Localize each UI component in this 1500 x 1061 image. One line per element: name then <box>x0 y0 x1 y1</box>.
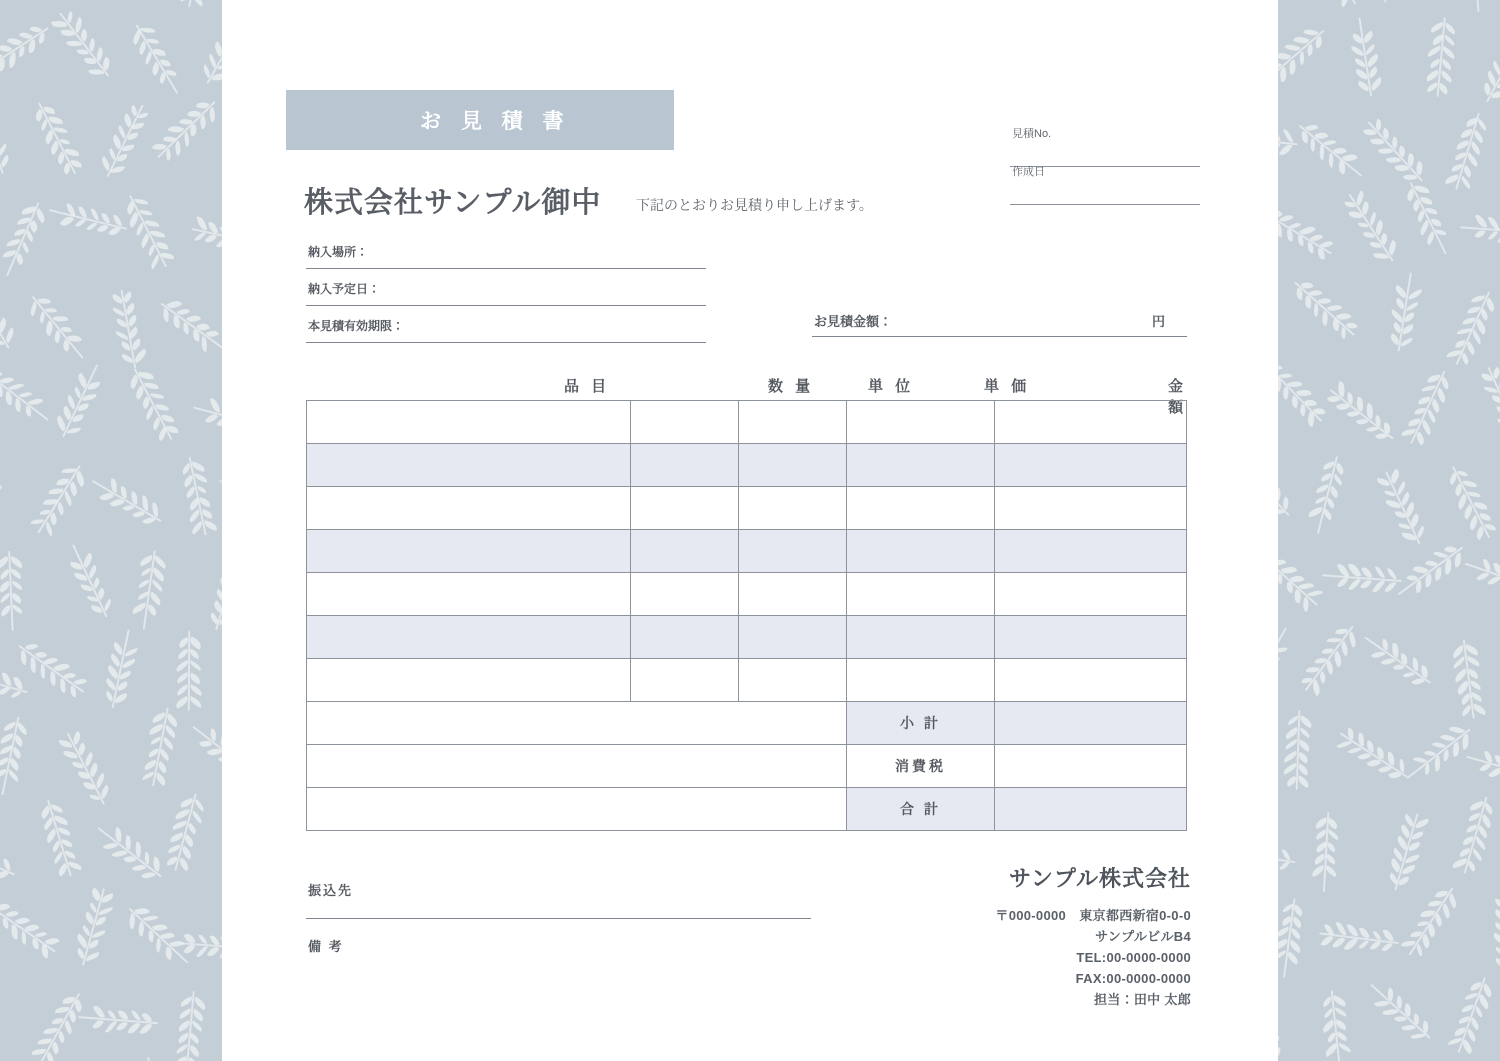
total-row <box>307 788 1187 831</box>
leaf-sprig-decoration <box>1447 110 1486 195</box>
cell-item[interactable] <box>307 487 631 530</box>
cell-unit-price[interactable] <box>847 444 995 487</box>
leaf-sprig-decoration <box>1377 464 1427 547</box>
leaf-sprig-decoration <box>1278 25 1329 92</box>
leaf-sprig-decoration <box>130 21 187 101</box>
leaf-sprig-decoration <box>1446 463 1499 545</box>
document-title-band <box>286 90 674 150</box>
leaf-sprig-decoration <box>136 549 164 634</box>
subtotal-value[interactable] <box>995 702 1187 745</box>
leaf-sprig-decoration <box>58 726 111 808</box>
issue-date-input[interactable] <box>1010 186 1200 205</box>
leaf-sprig-decoration <box>1309 454 1345 539</box>
quote-validity-input[interactable] <box>306 314 706 343</box>
cell-qty[interactable] <box>631 401 739 444</box>
subtotal-label: 小 計 <box>847 702 995 745</box>
leaf-sprig-decoration <box>26 291 91 366</box>
leaf-sprig-decoration <box>0 271 15 352</box>
leaf-sprig-decoration <box>1317 567 1402 589</box>
table-row[interactable] <box>307 573 1187 616</box>
tax-row <box>307 745 1187 788</box>
leaf-sprig-decoration <box>0 899 63 960</box>
quote-validity-value <box>306 316 436 330</box>
leaf-sprig-decoration <box>180 0 213 13</box>
leaf-sprig-decoration <box>104 624 137 709</box>
cell-unit[interactable] <box>739 444 847 487</box>
leaf-sprig-decoration <box>1429 16 1453 101</box>
leaf-sprig-decoration <box>85 472 166 528</box>
company-tel: TEL:00-0000-0000 <box>1076 950 1191 965</box>
leaf-sprig-decoration <box>88 0 160 2</box>
table-row[interactable] <box>307 401 1187 444</box>
quote-validity-label: 本見積有効期限： <box>308 319 405 333</box>
leaf-sprig-decoration <box>1401 884 1460 963</box>
leaf-sprig-decoration <box>200 6 222 87</box>
table-row[interactable] <box>307 616 1187 659</box>
quote-amount-label: お見積金額： <box>814 314 893 329</box>
leaf-sprig-decoration <box>1388 808 1427 893</box>
table-column-headers <box>306 375 1188 416</box>
leaf-sprig-decoration <box>40 798 79 883</box>
leaf-sprig-decoration <box>1402 368 1452 451</box>
leaf-sprig-decoration <box>166 791 203 876</box>
leaf-sprig-decoration <box>0 460 5 543</box>
leaf-sprig-decoration <box>1278 620 1295 701</box>
delivery-date-input[interactable] <box>306 277 706 306</box>
subtotal-row <box>307 702 1187 745</box>
leaf-sprig-decoration <box>1297 621 1360 698</box>
cell-qty[interactable] <box>631 573 739 616</box>
leaf-sprig-decoration <box>32 990 87 1061</box>
delivery-place-value <box>306 242 416 256</box>
leaf-sprig-decoration <box>1403 179 1455 261</box>
table-row[interactable] <box>307 487 1187 530</box>
leaf-sprig-decoration <box>1 551 21 636</box>
leaf-sprig-decoration <box>157 297 222 359</box>
leaf-sprig-decoration <box>185 718 222 782</box>
leaf-sprig-decoration <box>52 5 116 81</box>
tax-label: 消費税 <box>847 745 995 788</box>
page-title: お 見 積 書 <box>420 110 571 133</box>
quote-amount-value <box>812 309 942 324</box>
company-contact-person: 担当：田中 太郎 <box>1093 992 1191 1007</box>
remarks-label: 備 考 <box>308 939 344 954</box>
tax-value[interactable] <box>995 745 1187 788</box>
cell-amount[interactable] <box>995 401 1187 444</box>
quote-amount-unit: 円 <box>1152 314 1166 329</box>
total-label: 合 計 <box>847 788 995 831</box>
leaf-sprig-decoration <box>1447 288 1496 371</box>
cell-amount[interactable] <box>995 530 1187 573</box>
leaf-sprig-decoration <box>1316 811 1337 896</box>
leaf-sprig-decoration <box>1460 748 1500 786</box>
leaf-sprig-decoration <box>1315 925 1400 951</box>
leaf-sprig-decoration <box>1450 975 1493 1060</box>
bank-transfer-input[interactable] <box>306 918 811 919</box>
cell-item[interactable] <box>307 530 631 573</box>
leaf-sprig-decoration <box>32 99 85 181</box>
cell-unit-price[interactable] <box>847 659 995 702</box>
header-item: 品 目 <box>564 378 611 395</box>
leaf-sprig-decoration <box>56 358 106 441</box>
quote-no-value <box>1010 150 1080 164</box>
cell-item[interactable] <box>307 444 631 487</box>
cell-qty[interactable] <box>631 444 739 487</box>
cell-unit-price[interactable] <box>847 487 995 530</box>
delivery-place-label: 納入場所： <box>308 245 369 259</box>
header-unit: 単 位 <box>868 378 915 395</box>
remarks-value[interactable] <box>308 960 808 1020</box>
delivery-date-value <box>306 279 416 293</box>
leaf-sprig-decoration <box>90 819 166 883</box>
subtotal-spacer <box>307 702 847 745</box>
leaf-sprig-decoration <box>75 882 113 967</box>
cell-amount[interactable] <box>995 616 1187 659</box>
leaf-sprig-decoration <box>43 201 128 236</box>
cell-unit-price[interactable] <box>847 616 995 659</box>
leaf-sprig-decoration <box>1278 842 1297 870</box>
cell-unit[interactable] <box>739 530 847 573</box>
leaf-sprig-decoration <box>1278 205 1339 262</box>
leaf-sprig-decoration <box>113 284 143 370</box>
leaf-sprig-decoration <box>1458 554 1500 597</box>
cell-qty[interactable] <box>631 659 739 702</box>
leaf-sprig-decoration <box>1310 0 1365 12</box>
total-spacer <box>307 788 847 831</box>
quote-amount-input[interactable] <box>812 308 1187 337</box>
leaf-sprig-decoration <box>127 365 180 447</box>
leaf-sprig-decoration <box>0 21 52 80</box>
leaf-sprig-decoration <box>73 1009 158 1031</box>
decorative-panel-left <box>0 0 222 1061</box>
leaf-sprig-decoration <box>1294 119 1369 184</box>
document-sheet <box>222 0 1278 1061</box>
leaf-sprig-decoration <box>149 96 220 166</box>
leaf-sprig-decoration <box>187 398 222 435</box>
cell-item[interactable] <box>307 401 631 444</box>
header-amount: 金 額 <box>1168 378 1188 416</box>
leaf-sprig-decoration <box>186 220 222 253</box>
table-row[interactable] <box>307 444 1187 487</box>
leaf-sprig-decoration <box>1466 0 1487 16</box>
leaf-sprig-decoration <box>0 834 17 882</box>
header-unit-price: 単 価 <box>984 378 1031 395</box>
cell-unit[interactable] <box>739 401 847 444</box>
leaf-sprig-decoration <box>1356 628 1434 689</box>
tax-spacer <box>307 745 847 788</box>
cell-unit-price[interactable] <box>847 573 995 616</box>
leaf-sprig-decoration <box>1290 276 1363 344</box>
lead-text: 下記のとおりお見積り申し上げます。 <box>636 197 873 213</box>
cell-unit-price[interactable] <box>847 530 995 573</box>
cell-qty[interactable] <box>631 487 739 530</box>
leaf-sprig-decoration <box>29 461 87 541</box>
leaf-sprig-decoration <box>1360 114 1428 187</box>
leaf-sprig-decoration <box>209 547 222 632</box>
cell-qty[interactable] <box>631 616 739 659</box>
items-table <box>306 400 1187 831</box>
leaf-sprig-decoration <box>1278 898 1302 983</box>
leaf-sprig-decoration <box>179 991 203 1061</box>
cell-item[interactable] <box>307 616 631 659</box>
leaf-sprig-decoration <box>1322 381 1398 445</box>
leaf-sprig-decoration <box>213 472 222 516</box>
delivery-date-label: 納入予定日： <box>308 282 381 296</box>
company-name: サンプル株式会社 <box>1008 866 1191 891</box>
leaf-sprig-decoration <box>0 92 11 177</box>
company-info <box>995 862 1191 1010</box>
cell-unit[interactable] <box>739 616 847 659</box>
leaf-sprig-decoration <box>0 662 30 700</box>
table-row[interactable] <box>307 659 1187 702</box>
leaf-sprig-decoration <box>1278 274 1279 356</box>
leaf-sprig-decoration <box>181 631 197 715</box>
leaf-sprig-decoration <box>1351 12 1379 97</box>
cell-qty[interactable] <box>631 530 739 573</box>
cell-unit[interactable] <box>739 573 847 616</box>
leaf-sprig-decoration <box>140 1057 157 1061</box>
header-qty: 数 量 <box>768 378 815 395</box>
leaf-sprig-decoration <box>1288 710 1307 795</box>
leaf-sprig-decoration <box>1340 186 1399 265</box>
issue-date-label: 作成日 <box>1012 166 1045 178</box>
leaf-sprig-decoration <box>182 455 215 540</box>
company-address-line2: サンプルビルB4 <box>1095 929 1191 944</box>
cell-amount[interactable] <box>995 659 1187 702</box>
client-name: 株式会社サンプル御中 <box>304 187 602 219</box>
cell-amount[interactable] <box>995 573 1187 616</box>
leaf-sprig-decoration <box>1480 24 1500 105</box>
leaf-sprig-decoration <box>123 191 175 273</box>
leaf-sprig-decoration <box>1455 638 1481 723</box>
leaf-sprig-decoration <box>1456 794 1495 879</box>
leaf-sprig-decoration <box>0 365 57 429</box>
leaf-sprig-decoration <box>1362 976 1435 1044</box>
leaf-sprig-decoration <box>0 200 46 283</box>
cell-amount[interactable] <box>995 487 1187 530</box>
leaf-sprig-decoration <box>0 716 26 801</box>
leaf-sprig-decoration <box>1496 890 1500 975</box>
quote-no-label: 見積No. <box>1012 128 1052 140</box>
company-fax: FAX:00-0000-0000 <box>1075 971 1191 986</box>
leaf-sprig-decoration <box>64 538 114 621</box>
decorative-panel-right <box>1278 0 1500 1061</box>
delivery-place-input[interactable] <box>306 240 706 269</box>
total-value[interactable] <box>995 788 1187 831</box>
cell-unit[interactable] <box>739 487 847 530</box>
company-address-line1: 〒000-0000 東京都西新宿0-0-0 <box>995 908 1191 923</box>
cell-unit[interactable] <box>739 659 847 702</box>
cell-item[interactable] <box>307 659 631 702</box>
bank-transfer-label: 振込先 <box>308 883 354 898</box>
cell-amount[interactable] <box>995 444 1187 487</box>
leaf-sprig-decoration <box>1278 984 1281 1061</box>
leaf-sprig-decoration <box>1479 360 1500 443</box>
leaf-sprig-decoration <box>1377 0 1407 4</box>
leaf-sprig-decoration <box>1278 449 1295 521</box>
leaf-sprig-decoration <box>145 707 176 793</box>
leaf-sprig-decoration <box>101 98 152 180</box>
leaf-sprig-decoration <box>1324 989 1349 1061</box>
cell-item[interactable] <box>307 573 631 616</box>
issue-date-value <box>1010 188 1080 202</box>
table-row[interactable] <box>307 530 1187 573</box>
cell-unit-price[interactable] <box>847 401 995 444</box>
leaf-sprig-decoration <box>1456 219 1500 241</box>
leaf-sprig-decoration <box>1391 268 1420 353</box>
